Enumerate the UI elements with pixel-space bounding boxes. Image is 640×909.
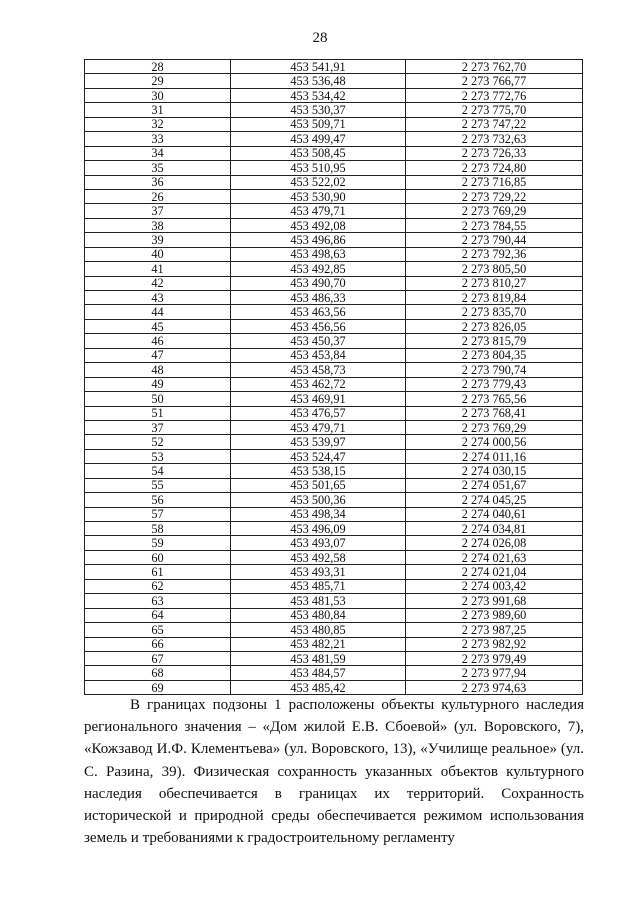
point-number-cell: 68 (85, 666, 231, 680)
point-number-cell: 67 (85, 651, 231, 665)
table-row (85, 392, 583, 406)
y-coordinate-cell: 2 274 030,15 (406, 464, 583, 478)
point-number-cell: 45 (85, 319, 231, 333)
table-row (85, 666, 583, 680)
y-coordinate-cell: 2 273 810,27 (406, 276, 583, 290)
y-coordinate-cell: 2 273 991,68 (406, 594, 583, 608)
x-coordinate-cell: 453 450,37 (231, 334, 406, 348)
point-number-cell: 55 (85, 478, 231, 492)
y-coordinate-cell: 2 274 051,67 (406, 478, 583, 492)
table-row (85, 464, 583, 478)
table-row (85, 478, 583, 492)
point-number-cell: 61 (85, 565, 231, 579)
point-number-cell: 30 (85, 88, 231, 102)
coordinates-table-body (85, 60, 583, 695)
point-number-cell: 37 (85, 420, 231, 434)
point-number-cell: 39 (85, 233, 231, 247)
table-row (85, 132, 583, 146)
point-number-cell: 43 (85, 291, 231, 305)
table-row (85, 522, 583, 536)
point-number-cell: 60 (85, 550, 231, 564)
y-coordinate-cell: 2 273 769,29 (406, 420, 583, 434)
point-number-cell: 56 (85, 493, 231, 507)
point-number-cell: 59 (85, 536, 231, 550)
x-coordinate-cell: 453 530,37 (231, 103, 406, 117)
point-number-cell: 57 (85, 507, 231, 521)
point-number-cell: 26 (85, 189, 231, 203)
table-row (85, 608, 583, 622)
x-coordinate-cell: 453 499,47 (231, 132, 406, 146)
y-coordinate-cell: 2 273 982,92 (406, 637, 583, 651)
x-coordinate-cell: 453 522,02 (231, 175, 406, 189)
y-coordinate-cell: 2 273 804,35 (406, 348, 583, 362)
table-row (85, 204, 583, 218)
y-coordinate-cell: 2 273 989,60 (406, 608, 583, 622)
table-row (85, 651, 583, 665)
x-coordinate-cell: 453 536,48 (231, 74, 406, 88)
x-coordinate-cell: 453 484,57 (231, 666, 406, 680)
point-number-cell: 54 (85, 464, 231, 478)
y-coordinate-cell: 2 274 011,16 (406, 449, 583, 463)
table-row (85, 247, 583, 261)
x-coordinate-cell: 453 539,97 (231, 435, 406, 449)
point-number-cell: 58 (85, 522, 231, 536)
point-number-cell: 49 (85, 377, 231, 391)
point-number-cell: 48 (85, 363, 231, 377)
x-coordinate-cell: 453 480,84 (231, 608, 406, 622)
y-coordinate-cell: 2 273 724,80 (406, 161, 583, 175)
y-coordinate-cell: 2 273 716,85 (406, 175, 583, 189)
x-coordinate-cell: 453 480,85 (231, 623, 406, 637)
x-coordinate-cell: 453 485,71 (231, 579, 406, 593)
x-coordinate-cell: 453 534,42 (231, 88, 406, 102)
x-coordinate-cell: 453 509,71 (231, 117, 406, 131)
table-row (85, 377, 583, 391)
x-coordinate-cell: 453 453,84 (231, 348, 406, 362)
table-row (85, 305, 583, 319)
x-coordinate-cell: 453 481,59 (231, 651, 406, 665)
y-coordinate-cell: 2 273 977,94 (406, 666, 583, 680)
y-coordinate-cell: 2 274 026,08 (406, 536, 583, 550)
y-coordinate-cell: 2 273 762,70 (406, 60, 583, 74)
y-coordinate-cell: 2 273 835,70 (406, 305, 583, 319)
x-coordinate-cell: 453 541,91 (231, 60, 406, 74)
body-paragraph: В границах подзоны 1 расположены объекты культурного наследия регионального значения – «Дом жилой Е.В. Сбоевой» (ул. Воровского, 7), «Кожзавод И.Ф. Клементьева» (ул. Воровского, 13), «Училище реальное» (ул. С. Разина, 39). Физическая сохранность указанных объектов культурного наследия обеспечивается в границах их территорий. Сохранность исторической и природной среды обеспечивается режимом использования земель и требованиями к градостроительному регламенту (84, 697, 584, 847)
y-coordinate-cell: 2 273 784,55 (406, 218, 583, 232)
x-coordinate-cell: 453 485,42 (231, 680, 406, 694)
y-coordinate-cell: 2 273 815,79 (406, 334, 583, 348)
table-row (85, 680, 583, 694)
table-row (85, 637, 583, 651)
table-row (85, 579, 583, 593)
x-coordinate-cell: 453 458,73 (231, 363, 406, 377)
x-coordinate-cell: 453 476,57 (231, 406, 406, 420)
point-number-cell: 32 (85, 117, 231, 131)
y-coordinate-cell: 2 273 765,56 (406, 392, 583, 406)
table-row (85, 348, 583, 362)
table-row (85, 74, 583, 88)
table-row (85, 218, 583, 232)
coordinates-table (84, 59, 583, 695)
page-number: 28 (312, 30, 328, 46)
x-coordinate-cell: 453 538,15 (231, 464, 406, 478)
y-coordinate-cell: 2 274 034,81 (406, 522, 583, 536)
point-number-cell: 47 (85, 348, 231, 362)
point-number-cell: 69 (85, 680, 231, 694)
point-number-cell: 51 (85, 406, 231, 420)
point-number-cell: 31 (85, 103, 231, 117)
point-number-cell: 63 (85, 594, 231, 608)
y-coordinate-cell: 2 273 775,70 (406, 103, 583, 117)
table-row (85, 406, 583, 420)
point-number-cell: 53 (85, 449, 231, 463)
x-coordinate-cell: 453 490,70 (231, 276, 406, 290)
x-coordinate-cell: 453 498,34 (231, 507, 406, 521)
y-coordinate-cell: 2 273 792,36 (406, 247, 583, 261)
y-coordinate-cell: 2 273 805,50 (406, 262, 583, 276)
y-coordinate-cell: 2 273 826,05 (406, 319, 583, 333)
table-row (85, 88, 583, 102)
y-coordinate-cell: 2 274 021,04 (406, 565, 583, 579)
x-coordinate-cell: 453 486,33 (231, 291, 406, 305)
x-coordinate-cell: 453 479,71 (231, 420, 406, 434)
table-row (85, 189, 583, 203)
point-number-cell: 41 (85, 262, 231, 276)
x-coordinate-cell: 453 482,21 (231, 637, 406, 651)
point-number-cell: 37 (85, 204, 231, 218)
y-coordinate-cell: 2 274 021,63 (406, 550, 583, 564)
y-coordinate-cell: 2 274 040,61 (406, 507, 583, 521)
x-coordinate-cell: 453 492,08 (231, 218, 406, 232)
y-coordinate-cell: 2 273 747,22 (406, 117, 583, 131)
table-row (85, 435, 583, 449)
y-coordinate-cell: 2 273 726,33 (406, 146, 583, 160)
x-coordinate-cell: 453 498,63 (231, 247, 406, 261)
x-coordinate-cell: 453 469,91 (231, 392, 406, 406)
point-number-cell: 62 (85, 579, 231, 593)
table-row (85, 420, 583, 434)
y-coordinate-cell: 2 273 819,84 (406, 291, 583, 305)
point-number-cell: 66 (85, 637, 231, 651)
table-row (85, 60, 583, 74)
x-coordinate-cell: 453 510,95 (231, 161, 406, 175)
point-number-cell: 29 (85, 74, 231, 88)
x-coordinate-cell: 453 496,09 (231, 522, 406, 536)
y-coordinate-cell: 2 274 045,25 (406, 493, 583, 507)
x-coordinate-cell: 453 524,47 (231, 449, 406, 463)
table-row (85, 291, 583, 305)
point-number-cell: 50 (85, 392, 231, 406)
y-coordinate-cell: 2 273 987,25 (406, 623, 583, 637)
point-number-cell: 52 (85, 435, 231, 449)
point-number-cell: 33 (85, 132, 231, 146)
y-coordinate-cell: 2 273 779,43 (406, 377, 583, 391)
point-number-cell: 35 (85, 161, 231, 175)
table-row (85, 319, 583, 333)
x-coordinate-cell: 453 501,65 (231, 478, 406, 492)
table-row (85, 594, 583, 608)
table-row (85, 449, 583, 463)
x-coordinate-cell: 453 492,85 (231, 262, 406, 276)
point-number-cell: 34 (85, 146, 231, 160)
point-number-cell: 64 (85, 608, 231, 622)
table-row (85, 262, 583, 276)
point-number-cell: 40 (85, 247, 231, 261)
table-row (85, 117, 583, 131)
x-coordinate-cell: 453 500,36 (231, 493, 406, 507)
y-coordinate-cell: 2 274 003,42 (406, 579, 583, 593)
y-coordinate-cell: 2 273 979,49 (406, 651, 583, 665)
y-coordinate-cell: 2 274 000,56 (406, 435, 583, 449)
table-row (85, 161, 583, 175)
y-coordinate-cell: 2 273 790,44 (406, 233, 583, 247)
x-coordinate-cell: 453 508,45 (231, 146, 406, 160)
y-coordinate-cell: 2 273 974,63 (406, 680, 583, 694)
table-row (85, 103, 583, 117)
x-coordinate-cell: 453 462,72 (231, 377, 406, 391)
table-row (85, 623, 583, 637)
y-coordinate-cell: 2 273 732,63 (406, 132, 583, 146)
y-coordinate-cell: 2 273 790,74 (406, 363, 583, 377)
y-coordinate-cell: 2 273 766,77 (406, 74, 583, 88)
x-coordinate-cell: 453 493,07 (231, 536, 406, 550)
table-row (85, 536, 583, 550)
x-coordinate-cell: 453 496,86 (231, 233, 406, 247)
y-coordinate-cell: 2 273 768,41 (406, 406, 583, 420)
point-number-cell: 44 (85, 305, 231, 319)
table-row (85, 175, 583, 189)
y-coordinate-cell: 2 273 769,29 (406, 204, 583, 218)
x-coordinate-cell: 453 463,56 (231, 305, 406, 319)
x-coordinate-cell: 453 492,58 (231, 550, 406, 564)
table-row (85, 507, 583, 521)
table-row (85, 565, 583, 579)
table-row (85, 550, 583, 564)
table-row (85, 146, 583, 160)
table-row (85, 233, 583, 247)
x-coordinate-cell: 453 481,53 (231, 594, 406, 608)
x-coordinate-cell: 453 530,90 (231, 189, 406, 203)
y-coordinate-cell: 2 273 772,76 (406, 88, 583, 102)
x-coordinate-cell: 453 493,31 (231, 565, 406, 579)
point-number-cell: 42 (85, 276, 231, 290)
x-coordinate-cell: 453 479,71 (231, 204, 406, 218)
table-row (85, 363, 583, 377)
point-number-cell: 46 (85, 334, 231, 348)
x-coordinate-cell: 453 456,56 (231, 319, 406, 333)
table-row (85, 493, 583, 507)
point-number-cell: 28 (85, 60, 231, 74)
table-row (85, 334, 583, 348)
y-coordinate-cell: 2 273 729,22 (406, 189, 583, 203)
table-row (85, 276, 583, 290)
point-number-cell: 36 (85, 175, 231, 189)
point-number-cell: 65 (85, 623, 231, 637)
point-number-cell: 38 (85, 218, 231, 232)
